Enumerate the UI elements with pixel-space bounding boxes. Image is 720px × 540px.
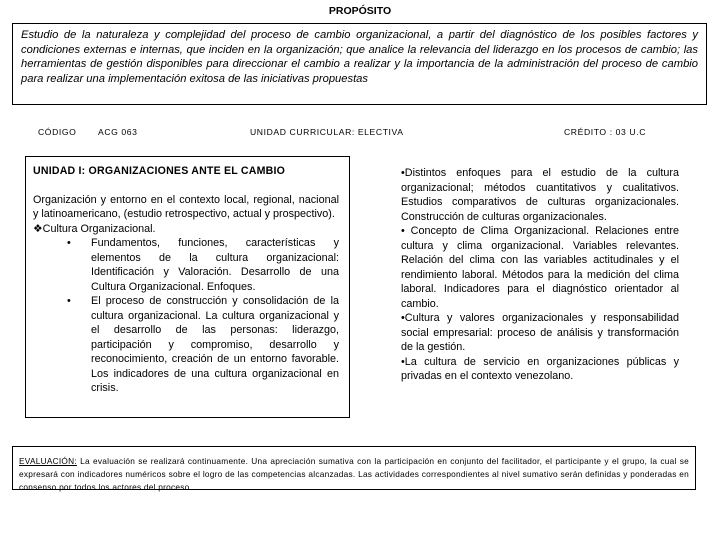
culture-heading: ❖Cultura Organizacional. — [33, 222, 156, 235]
evaluation-text: La evaluación se realizará continuamente. Una apreciación sumativa con la participación en conjunto del facilitador, el participante y el grupo, la cual se expresará con indicadores numéricos sobre el logro de las competencias alcanzadas. Las actividades correspondientes al nivel sumativo serán definidas y ponderadas en consenso por todos los actores del proceso. — [19, 456, 689, 492]
list-item-text: Fundamentos, funciones, características y elementos de la cultura organizacional: Identificación y Valoración. Desarrollo de una Cultura Organizacional. Enfoques. — [91, 237, 339, 293]
evaluation-label: EVALUACIÓN: — [19, 456, 77, 466]
purpose-box — [12, 23, 707, 105]
page-title: PROPÓSITO — [328, 5, 392, 17]
content-item: •Distintos enfoques para el estudio de la cultura organizacional; métodos cuantitativos y cualitativos. Estudios comparativos de culturas organizacionales. Construcción de culturas organizacionales. — [401, 167, 679, 223]
credito: CRÉDITO : 03 U.C — [564, 127, 647, 137]
list-item-text: El proceso de construcción y consolidación de la cultura organizacional. La cultura organizacional y el desarrollo de las personas: liderazgo, participación y compromiso, desarrollo y reconocimiento, creación de un entorno favorable. Los indicadores de una cultura organizacional en crisis. — [91, 295, 339, 394]
bullet-icon: • — [67, 295, 71, 307]
bullet-icon: • — [67, 237, 71, 249]
content-column — [401, 166, 679, 384]
content-item: •Cultura y valores organizacionales y responsabilidad social empresarial: proceso de análisis y transformación de la gestión. — [401, 312, 679, 353]
codigo-value: ACG 063 — [98, 127, 138, 137]
unit-intro: Organización y entorno en el contexto local, regional, nacional y latinoamericano, (estudio retrospectivo, actual y prospectivo). — [33, 193, 339, 220]
content-item: •La cultura de servicio en organizaciones públicas y privadas en el contexto venezolano. — [401, 355, 679, 382]
list-item — [67, 236, 339, 294]
unidad-curricular: UNIDAD CURRICULAR: ELECTIVA — [250, 127, 404, 137]
list-item — [67, 294, 339, 396]
content-item: • Concepto de Clima Organizacional. Relaciones entre cultura y clima organizacional. Variables relevantes. Relación del clima con las variables actitudinales y el rendimiento laboral. Métodos para la medición del clima laboral. Indicadores para el diagnóstico orientador al cambio. — [401, 225, 679, 310]
codigo-label: CÓDIGO — [38, 127, 77, 137]
unit-title: UNIDAD I: ORGANIZACIONES ANTE EL CAMBIO — [33, 165, 286, 177]
unit-box — [25, 156, 350, 418]
purpose-text: Estudio de la naturaleza y complejidad del proceso de cambio organizacional, a partir del diagnóstico de los posibles factores y condiciones externas e internas, que inciden en la organización; que analice la relevancia del liderazgo en los procesos de cambio; las herramientas de gestión disponibles para direccionar el cambio a realizar y la importancia de la administración del proceso de cambio para realizar una implementación exitosa de las iniciativas propuestas — [21, 29, 698, 85]
evaluation-box — [12, 446, 696, 490]
culture-list — [33, 236, 339, 396]
